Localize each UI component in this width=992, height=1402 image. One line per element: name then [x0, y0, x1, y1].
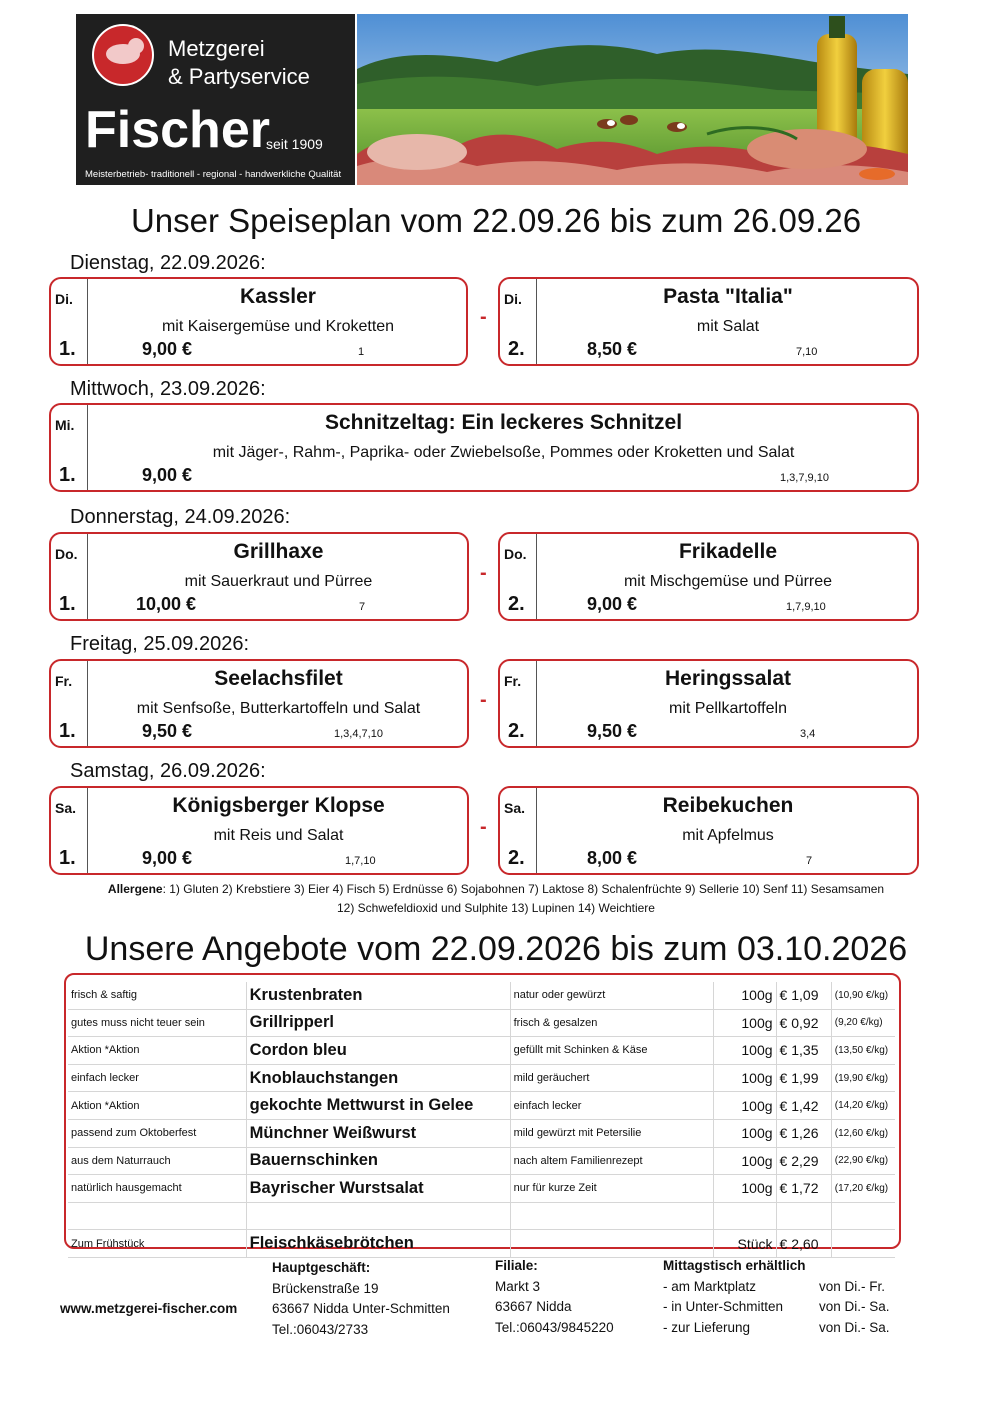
branch-address: [495, 1256, 614, 1338]
offer-price-per-kg: (9,20 €/kg): [831, 1009, 895, 1037]
offer-price: [776, 1037, 831, 1065]
offer-product: Bayrischer Wurstsalat: [246, 1175, 510, 1203]
table-row: [68, 1064, 895, 1092]
offer-price-per-kg: (10,90 €/kg): [831, 982, 895, 1009]
offer-note: natur oder gewürzt: [510, 982, 714, 1009]
main-store-street: Brückenstraße 19: [272, 1280, 379, 1296]
offer-tag: Aktion *Aktion: [68, 1037, 246, 1065]
dish-name: Reibekuchen: [662, 794, 794, 817]
offer-unit: 100g: [714, 1147, 776, 1175]
lunch-place: - am Marktplatz: [663, 1278, 757, 1294]
dish-number: 2.: [508, 847, 525, 869]
menu-box: [49, 532, 469, 621]
dish-allergens: 1: [358, 346, 365, 358]
lunch-info: [663, 1256, 903, 1338]
offer-tag: [68, 1202, 246, 1230]
dish-price: 9,50 €: [587, 721, 638, 741]
offers-title: Unsere Angebote vom 22.09.2026 bis zum 03.10.2026: [84, 930, 908, 968]
offer-product: Fleischkäsebrötchen: [246, 1230, 510, 1258]
offer-currency: €: [779, 987, 788, 1004]
dish-description: mit Mischgemüse und Pürree: [623, 573, 833, 590]
dish-price: 8,00 €: [587, 848, 638, 868]
menu-box: [49, 659, 469, 748]
offer-price-per-kg: (13,50 €/kg): [831, 1037, 895, 1065]
allergen-legend: [0, 882, 992, 896]
dish-name: Königsberger Klopse: [172, 794, 385, 817]
menu-box: [49, 403, 919, 492]
dish-allergens: 1,3,4,7,10: [334, 728, 383, 740]
dish-separator: -: [480, 562, 487, 584]
dish-number: 2.: [508, 593, 525, 615]
offer-unit: 100g: [714, 982, 776, 1009]
offer-price: [776, 1202, 831, 1230]
menu-box: [498, 532, 919, 621]
dish-name: Grillhaxe: [233, 540, 324, 563]
menu-title: Unser Speiseplan vom 22.09.26 bis zum 26.09.26: [130, 202, 862, 239]
day-heading-friday: Freitag, 25.09.2026:: [70, 633, 250, 655]
dish-number: 1.: [59, 338, 76, 360]
dish-price: 9,00 €: [142, 339, 193, 359]
dish-allergens: 7,10: [796, 346, 818, 358]
offer-price: [776, 1009, 831, 1037]
table-row: [68, 1230, 895, 1258]
offer-price-value: 1,09: [791, 987, 819, 1004]
dish-allergens: 1,3,7,9,10: [780, 472, 829, 484]
offer-price: [776, 1175, 831, 1203]
offers-table: [68, 982, 895, 1258]
dish-price: 9,00 €: [142, 465, 193, 485]
branch-street: Markt 3: [495, 1278, 541, 1294]
lunch-title: Mittagstisch erhältlich: [663, 1258, 806, 1273]
dish-allergens: 1,7,9,10: [786, 601, 826, 613]
table-row: [68, 1037, 895, 1065]
offer-currency: €: [779, 1042, 788, 1059]
offer-tag: natürlich hausgemacht: [68, 1175, 246, 1203]
day-abbr: Di.: [504, 291, 522, 307]
dish-name: Pasta "Italia": [663, 285, 793, 308]
offer-unit: 100g: [714, 1037, 776, 1065]
menu-box: [498, 786, 919, 875]
day-abbr: Fr.: [55, 673, 73, 689]
lunch-place: - in Unter-Schmitten: [663, 1299, 784, 1314]
offer-price-value: 0,92: [791, 1014, 819, 1031]
offers-box: [64, 973, 901, 1253]
allergen-legend-2: 12) Schwefeldioxid und Sulphite 13) Lupinen 14) Weichtiere: [337, 901, 655, 915]
dish-number: 2.: [508, 338, 525, 360]
main-store-title: Hauptgeschäft:: [272, 1260, 371, 1275]
offer-unit: 100g: [714, 1092, 776, 1120]
table-row: [68, 1009, 895, 1037]
offer-product: Grillripperl: [246, 1009, 510, 1037]
offer-note: einfach lecker: [510, 1092, 714, 1120]
offer-unit: Stück: [714, 1230, 776, 1258]
offer-product: Bauernschinken: [246, 1147, 510, 1175]
menu-box: [49, 277, 468, 366]
dish-description: mit Sauerkraut und Pürree: [184, 573, 373, 590]
lunch-days: von Di.- Sa.: [819, 1319, 890, 1335]
day-abbr: Mi.: [55, 417, 75, 433]
day-abbr: Do.: [504, 546, 527, 562]
allergen-label: Allergene: [107, 882, 163, 896]
offer-currency: €: [779, 1235, 788, 1252]
day-abbr: Do.: [55, 546, 78, 562]
dish-description: mit Salat: [696, 318, 760, 335]
lunch-days: von Di.- Sa.: [819, 1299, 890, 1314]
offer-note: nur für kurze Zeit: [510, 1175, 714, 1203]
dish-description: mit Jäger-, Rahm-, Paprika- oder Zwiebelsoße, Pommes oder Kroketten und Salat: [212, 444, 795, 461]
dish-description: mit Senfsoße, Butterkartoffeln und Salat: [136, 700, 421, 717]
offer-unit: 100g: [714, 1064, 776, 1092]
offer-tag: frisch & saftig: [68, 982, 246, 1009]
offer-product: Cordon bleu: [246, 1037, 510, 1065]
dish-name: Heringssalat: [664, 667, 792, 690]
dish-name: Schnitzeltag: Ein leckeres Schnitzel: [324, 411, 683, 434]
offer-price-per-kg: (12,60 €/kg): [831, 1119, 895, 1147]
brand-tagline: Meisterbetrieb- traditionell - regional - handwerkliche Qualität: [85, 169, 342, 180]
website-link[interactable]: www.metzgerei-fischer.com: [60, 1301, 238, 1316]
pig-logo-icon: [92, 24, 154, 86]
table-row: [68, 1175, 895, 1203]
dish-number: 1.: [59, 720, 76, 742]
dish-description: mit Kaisergemüse und Kroketten: [161, 318, 395, 335]
day-abbr: Di.: [55, 291, 73, 307]
offer-tag: Zum Frühstück: [68, 1230, 246, 1258]
dish-separator: -: [480, 689, 487, 711]
offer-unit: 100g: [714, 1119, 776, 1147]
offer-price: [776, 1147, 831, 1175]
offer-product: gekochte Mettwurst in Gelee: [246, 1092, 510, 1120]
main-store-phone: Tel.:06043/2733: [272, 1321, 369, 1337]
table-row: [68, 1202, 895, 1230]
offer-tag: gutes muss nicht teuer sein: [68, 1009, 246, 1037]
day-heading-tuesday: Dienstag, 22.09.2026:: [70, 252, 266, 274]
dish-price: 10,00 €: [136, 594, 197, 614]
dish-price: 9,00 €: [587, 594, 638, 614]
day-heading-thursday: Donnerstag, 24.09.2026:: [70, 506, 291, 528]
offer-note: [510, 1230, 714, 1258]
offer-note: mild gewürzt mit Petersilie: [510, 1119, 714, 1147]
branch-phone: Tel.:06043/9845220: [495, 1319, 614, 1335]
offer-tag: einfach lecker: [68, 1064, 246, 1092]
offer-price: [776, 1119, 831, 1147]
offer-currency: €: [779, 1152, 788, 1169]
offer-price-value: 2,29: [791, 1152, 819, 1169]
dish-name: Kassler: [240, 285, 316, 308]
offer-currency: €: [779, 1097, 788, 1114]
offer-tag: Aktion *Aktion: [68, 1092, 246, 1120]
dish-number: 1.: [59, 593, 76, 615]
dish-separator: -: [480, 306, 487, 328]
offer-price: [776, 1064, 831, 1092]
table-row: [68, 1119, 895, 1147]
offer-unit: 100g: [714, 1009, 776, 1037]
dish-separator: -: [480, 816, 487, 838]
offer-price-value: 1,26: [791, 1125, 819, 1142]
dish-number: 2.: [508, 720, 525, 742]
header-banner: [76, 14, 908, 185]
offer-price-value: 2,60: [791, 1235, 819, 1252]
dish-allergens: 1,7,10: [345, 855, 376, 867]
offer-price-value: 1,99: [791, 1070, 819, 1087]
offer-price: [776, 1230, 831, 1258]
day-abbr: Fr.: [504, 673, 522, 689]
dish-name: Frikadelle: [678, 540, 778, 563]
offer-price-value: 1,42: [791, 1097, 819, 1114]
table-row: [68, 1147, 895, 1175]
offer-price-per-kg: (14,20 €/kg): [831, 1092, 895, 1120]
offer-product: Münchner Weißwurst: [246, 1119, 510, 1147]
offer-currency: €: [779, 1180, 788, 1197]
lunch-place: - zur Lieferung: [663, 1319, 751, 1335]
offer-price: [776, 982, 831, 1009]
offer-price-per-kg: (22,90 €/kg): [831, 1147, 895, 1175]
offer-unit: 100g: [714, 1175, 776, 1203]
offer-price-per-kg: (19,90 €/kg): [831, 1064, 895, 1092]
main-store-city: 63667 Nidda Unter-Schmitten: [272, 1301, 450, 1316]
brand-name: Fischer: [85, 101, 270, 159]
offer-note: [510, 1202, 714, 1230]
menu-box: [498, 277, 919, 366]
offer-unit: [714, 1202, 776, 1230]
offer-price-per-kg: [831, 1230, 895, 1258]
allergen-list: : 1) Gluten 2) Krebstiere 3) Eier 4) Fisch 5) Erdnüsse 6) Sojabohnen 7) Laktose 8) Schalenfrüchte 9) Sellerie 10) Senf 11) Sesamsamen: [162, 882, 885, 896]
offer-note: gefüllt mit Schinken & Käse: [510, 1037, 714, 1065]
offer-price: [776, 1092, 831, 1120]
offer-product: Knoblauchstangen: [246, 1064, 510, 1092]
menu-box: [498, 659, 919, 748]
table-row: [68, 1092, 895, 1120]
branch-title: Filiale:: [495, 1258, 538, 1273]
offer-product: Krustenbraten: [246, 982, 510, 1009]
offer-price-value: 1,72: [791, 1180, 819, 1197]
dish-price: 9,00 €: [142, 848, 193, 868]
offer-tag: aus dem Naturrauch: [68, 1147, 246, 1175]
lunch-days: von Di.- Fr.: [819, 1278, 886, 1294]
day-abbr: Sa.: [55, 800, 77, 816]
offer-price-per-kg: [831, 1202, 895, 1230]
logo-line-2: & Partyservice: [168, 64, 310, 89]
offer-price-per-kg: (17,20 €/kg): [831, 1175, 895, 1203]
offer-tag: passend zum Oktoberfest: [68, 1119, 246, 1147]
day-heading-wednesday: Mittwoch, 23.09.2026:: [70, 378, 266, 400]
offer-price-value: 1,35: [791, 1042, 819, 1059]
menu-box: [49, 786, 469, 875]
day-heading-saturday: Samstag, 26.09.2026:: [70, 760, 266, 782]
table-row: [68, 982, 895, 1009]
offer-note: mild geräuchert: [510, 1064, 714, 1092]
branch-city: 63667 Nidda: [495, 1299, 572, 1314]
logo-line-1: Metzgerei: [168, 36, 265, 61]
dish-allergens: 7: [359, 601, 366, 613]
offer-product: [246, 1202, 510, 1230]
dish-number: 1.: [59, 464, 76, 486]
dish-price: 9,50 €: [142, 721, 193, 741]
offer-currency: €: [779, 1014, 788, 1031]
dish-name: Seelachsfilet: [214, 667, 343, 690]
offer-note: frisch & gesalzen: [510, 1009, 714, 1037]
dish-allergens: 3,4: [800, 728, 816, 740]
brand-since: seit 1909: [266, 136, 323, 152]
offer-note: nach altem Familienrezept: [510, 1147, 714, 1175]
dish-allergens: 7: [806, 855, 813, 867]
dish-price: 8,50 €: [587, 339, 638, 359]
logo-panel: [76, 14, 355, 185]
dish-description: mit Apfelmus: [682, 827, 774, 844]
day-abbr: Sa.: [504, 800, 526, 816]
landscape-photo: [357, 14, 908, 185]
main-store-address: [272, 1258, 450, 1340]
dish-description: mit Pellkartoffeln: [669, 700, 787, 717]
offer-currency: €: [779, 1070, 788, 1087]
offer-currency: €: [779, 1125, 788, 1142]
dish-number: 1.: [59, 847, 76, 869]
dish-description: mit Reis und Salat: [213, 827, 344, 844]
